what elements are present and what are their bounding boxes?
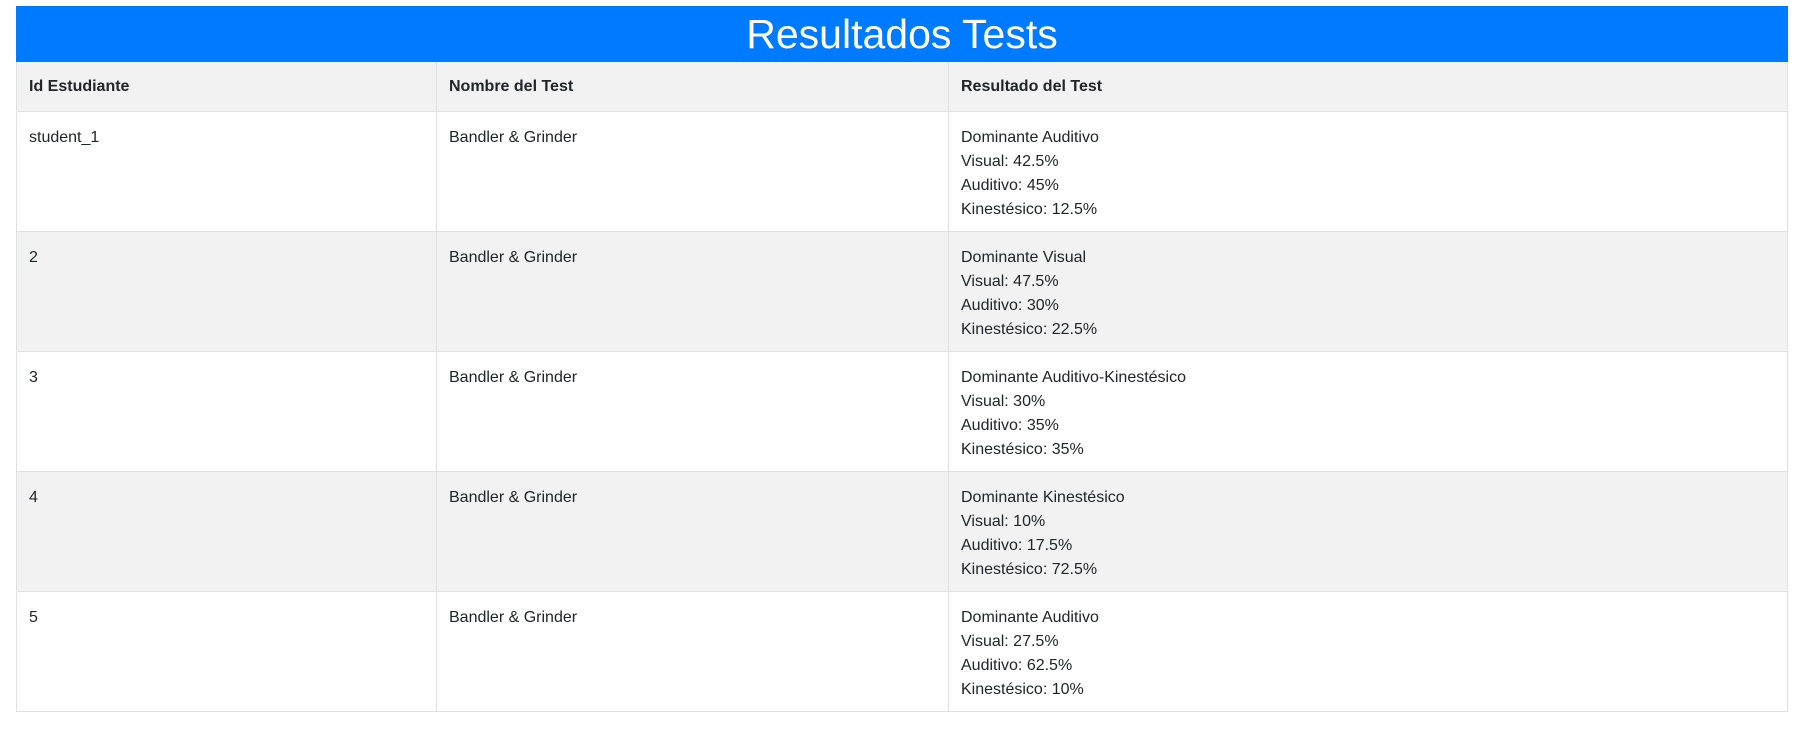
cell-test-name: Bandler & Grinder	[437, 232, 949, 352]
result-dominant: Dominante Auditivo-Kinestésico	[961, 369, 1187, 386]
result-auditivo: Auditivo: 17.5%	[961, 537, 1073, 554]
result-kinestesico: Kinestésico: 35%	[961, 441, 1084, 458]
cell-id: student_1	[17, 112, 437, 232]
result-kinestesico: Kinestésico: 12.5%	[961, 201, 1098, 218]
cell-test-name: Bandler & Grinder	[437, 112, 949, 232]
result-dominant: Dominante Visual	[961, 249, 1087, 266]
cell-result	[949, 472, 1788, 592]
result-auditivo: Auditivo: 35%	[961, 417, 1059, 434]
header-resultado-test: Resultado del Test	[949, 62, 1788, 112]
cell-id: 4	[17, 472, 437, 592]
results-page	[16, 6, 1788, 712]
title-bar	[16, 6, 1788, 62]
table-row	[17, 232, 1788, 352]
result-auditivo: Auditivo: 45%	[961, 177, 1059, 194]
header-row	[17, 62, 1788, 112]
result-auditivo: Auditivo: 62.5%	[961, 657, 1073, 674]
results-table	[16, 62, 1788, 712]
cell-test-name: Bandler & Grinder	[437, 592, 949, 712]
cell-result	[949, 112, 1788, 232]
result-visual: Visual: 42.5%	[961, 153, 1059, 170]
table-row	[17, 112, 1788, 232]
header-id-estudiante: Id Estudiante	[17, 62, 437, 112]
table-row	[17, 472, 1788, 592]
cell-result	[949, 232, 1788, 352]
table-header	[17, 62, 1788, 112]
cell-id: 2	[17, 232, 437, 352]
result-visual: Visual: 27.5%	[961, 633, 1059, 650]
cell-result	[949, 592, 1788, 712]
cell-result	[949, 352, 1788, 472]
result-kinestesico: Kinestésico: 72.5%	[961, 561, 1098, 578]
result-visual: Visual: 10%	[961, 513, 1046, 530]
page-title: Resultados Tests	[746, 11, 1058, 57]
table-body	[17, 112, 1788, 712]
result-visual: Visual: 30%	[961, 393, 1046, 410]
header-nombre-test: Nombre del Test	[437, 62, 949, 112]
cell-test-name: Bandler & Grinder	[437, 352, 949, 472]
result-dominant: Dominante Kinestésico	[961, 489, 1125, 506]
result-dominant: Dominante Auditivo	[961, 609, 1099, 626]
cell-test-name: Bandler & Grinder	[437, 472, 949, 592]
cell-id: 3	[17, 352, 437, 472]
result-visual: Visual: 47.5%	[961, 273, 1059, 290]
table-row	[17, 592, 1788, 712]
result-auditivo: Auditivo: 30%	[961, 297, 1059, 314]
table-row	[17, 352, 1788, 472]
result-kinestesico: Kinestésico: 22.5%	[961, 321, 1098, 338]
result-dominant: Dominante Auditivo	[961, 129, 1099, 146]
cell-id: 5	[17, 592, 437, 712]
result-kinestesico: Kinestésico: 10%	[961, 681, 1084, 698]
